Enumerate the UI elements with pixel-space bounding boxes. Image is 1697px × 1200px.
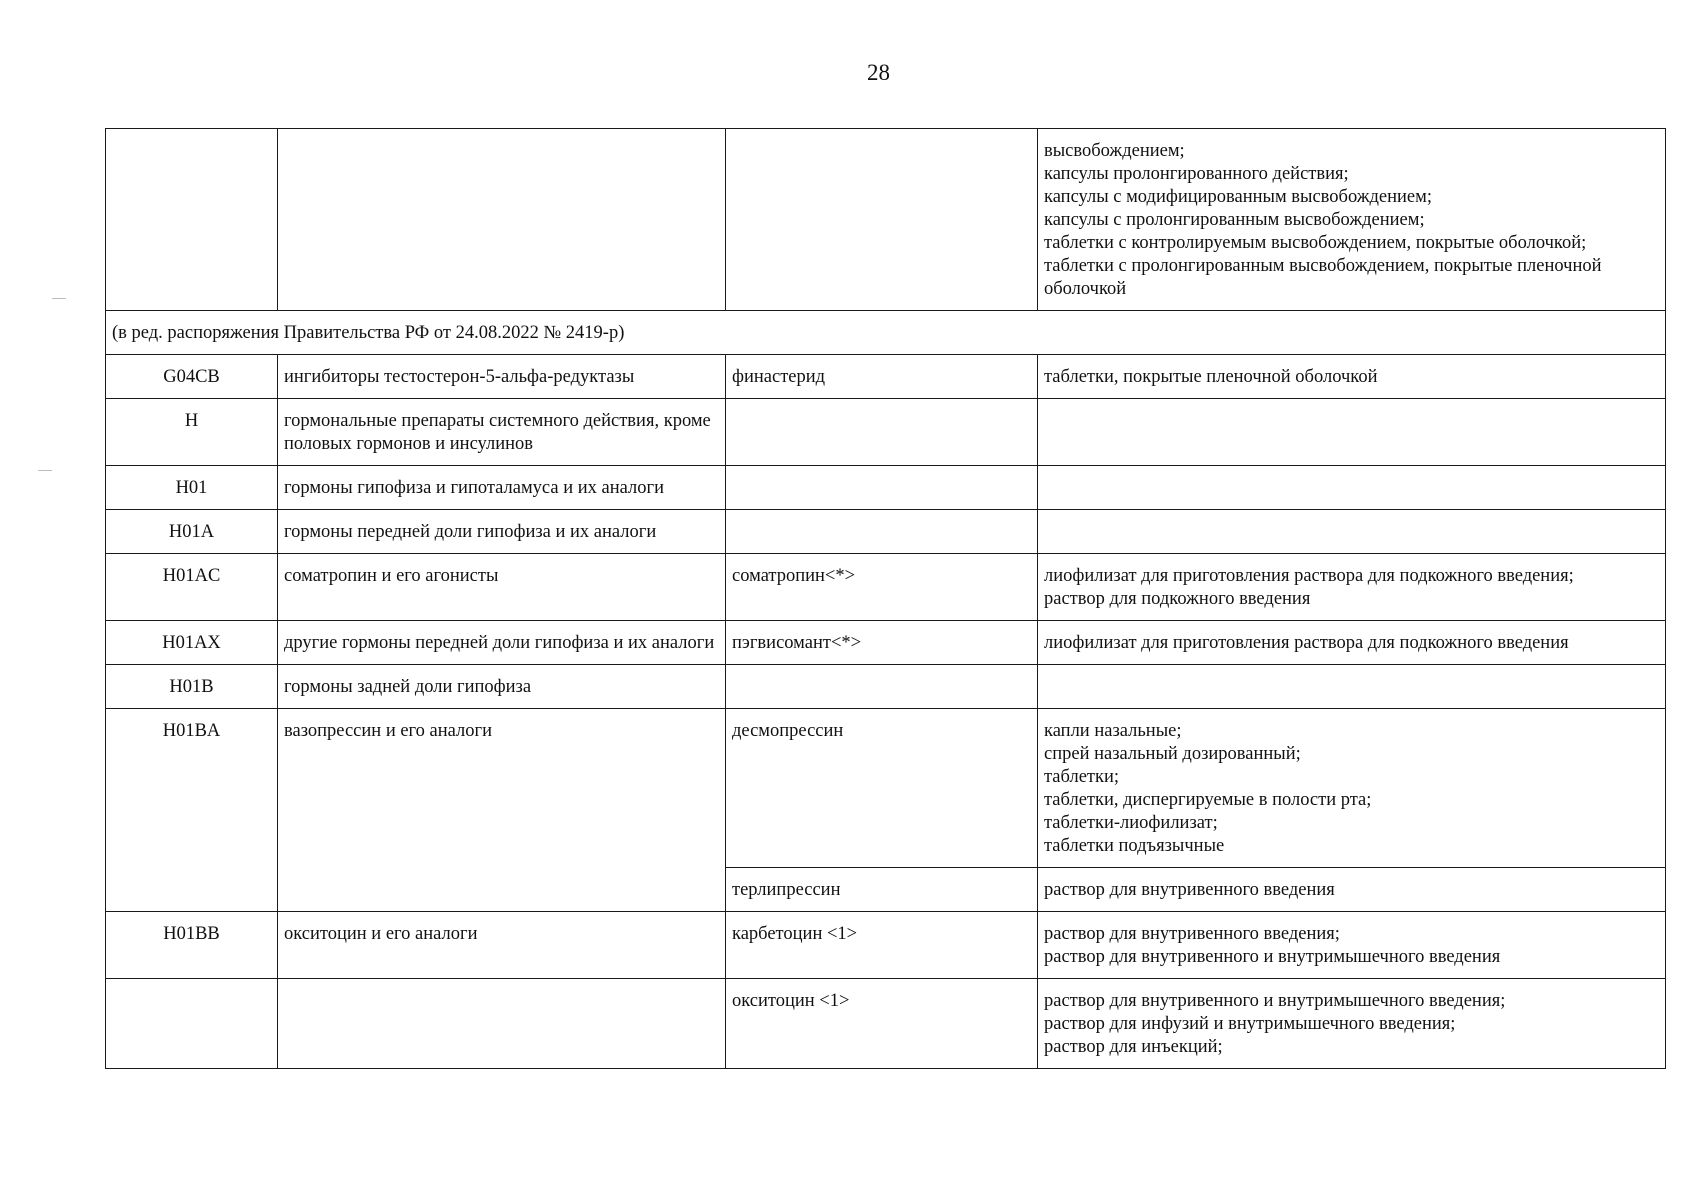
group-name-cell xyxy=(278,129,726,311)
drug-name-cell: пэгвисомант<*> xyxy=(726,621,1038,665)
atc-code-cell xyxy=(106,979,278,1069)
dosage-forms-cell xyxy=(1038,665,1666,709)
dosage-forms-cell xyxy=(1038,912,1666,979)
drug-name-cell: терлипрессин xyxy=(726,868,1038,912)
group-name-cell: гормональные препараты системного действия, кроме половых гормонов и инсулинов xyxy=(278,399,726,466)
dosage-form: таблетки, покрытые пленочной оболочкой xyxy=(1044,367,1378,387)
dosage-form: высвобождением; xyxy=(1044,141,1185,161)
dosage-forms-cell xyxy=(1038,510,1666,554)
table-row xyxy=(106,621,1666,665)
dosage-form: таблетки с контролируемым высвобождением, покрытые оболочкой; xyxy=(1044,233,1587,253)
dosage-forms-cell xyxy=(1038,466,1666,510)
dosage-forms-cell xyxy=(1038,868,1666,912)
group-name-cell: ингибиторы тестостерон-5-альфа-редуктазы xyxy=(278,355,726,399)
dosage-forms-cell xyxy=(1038,709,1666,868)
atc-code-cell: H01AX xyxy=(106,621,278,665)
atc-code-cell: G04CB xyxy=(106,355,278,399)
dosage-form: таблетки-лиофилизат; xyxy=(1044,813,1218,833)
dosage-form: капсулы пролонгированного действия; xyxy=(1044,164,1349,184)
dosage-form: лиофилизат для приготовления раствора для подкожного введения; xyxy=(1044,566,1574,586)
table-row xyxy=(106,979,1666,1069)
atc-code-cell: H01B xyxy=(106,665,278,709)
group-name-cell xyxy=(278,979,726,1069)
amendment-note-row xyxy=(106,311,1666,355)
table-row xyxy=(106,709,1666,868)
table-row xyxy=(106,466,1666,510)
table-row xyxy=(106,129,1666,311)
dosage-form: раствор для инъекций; xyxy=(1044,1037,1223,1057)
dosage-form: раствор для внутривенного и внутримышечного введения; xyxy=(1044,991,1506,1011)
table-row xyxy=(106,355,1666,399)
dosage-form: капсулы с пролонгированным высвобождением; xyxy=(1044,210,1425,230)
group-name-cell: другие гормоны передней доли гипофиза и их аналоги xyxy=(278,621,726,665)
atc-code-cell: H01BB xyxy=(106,912,278,979)
dosage-forms-list xyxy=(1044,565,1659,611)
table-row xyxy=(106,399,1666,466)
scan-mark xyxy=(52,298,66,299)
dosage-form: лиофилизат для приготовления раствора для подкожного введения xyxy=(1044,633,1569,653)
dosage-form: раствор для внутривенного и внутримышечного введения xyxy=(1044,947,1501,967)
dosage-form: раствор для внутривенного введения; xyxy=(1044,924,1340,944)
dosage-forms-list xyxy=(1044,879,1659,902)
dosage-forms-cell xyxy=(1038,129,1666,311)
dosage-forms-list xyxy=(1044,720,1659,858)
dosage-forms-cell xyxy=(1038,554,1666,621)
drug-name-cell: карбетоцин <1> xyxy=(726,912,1038,979)
group-name-cell: соматропин и его агонисты xyxy=(278,554,726,621)
drug-name-cell: десмопрессин xyxy=(726,709,1038,868)
drug-name-cell xyxy=(726,665,1038,709)
page-number: 28 xyxy=(867,60,890,85)
drug-name-cell: финастерид xyxy=(726,355,1038,399)
drug-name-cell xyxy=(726,129,1038,311)
dosage-forms-list xyxy=(1044,366,1659,389)
dosage-forms-cell xyxy=(1038,979,1666,1069)
dosage-forms-cell xyxy=(1038,399,1666,466)
atc-code-cell: H01 xyxy=(106,466,278,510)
dosage-forms-cell xyxy=(1038,355,1666,399)
dosage-form: раствор для подкожного введения xyxy=(1044,589,1311,609)
scan-mark xyxy=(38,470,52,471)
dosage-forms-list xyxy=(1044,632,1659,655)
group-name-cell: гормоны задней доли гипофиза xyxy=(278,665,726,709)
dosage-form: таблетки; xyxy=(1044,767,1120,787)
dosage-form: таблетки, диспергируемые в полости рта; xyxy=(1044,790,1372,810)
table-row xyxy=(106,554,1666,621)
dosage-forms-list xyxy=(1044,923,1659,969)
dosage-forms-list xyxy=(1044,140,1659,301)
table-body xyxy=(106,129,1666,1069)
dosage-form: капли назальные; xyxy=(1044,721,1182,741)
dosage-forms-list xyxy=(1044,990,1659,1059)
drug-name-cell xyxy=(726,399,1038,466)
drug-name-cell xyxy=(726,466,1038,510)
table-row xyxy=(106,510,1666,554)
dosage-form: раствор для инфузий и внутримышечного введения; xyxy=(1044,1014,1456,1034)
drug-name-cell: соматропин<*> xyxy=(726,554,1038,621)
drug-name-cell xyxy=(726,510,1038,554)
atc-code-cell: H01AC xyxy=(106,554,278,621)
group-name-cell: гормоны передней доли гипофиза и их аналоги xyxy=(278,510,726,554)
group-name-cell: окситоцин и его аналоги xyxy=(278,912,726,979)
dosage-form: капсулы с модифицированным высвобождением; xyxy=(1044,187,1432,207)
table-row xyxy=(106,665,1666,709)
dosage-form: спрей назальный дозированный; xyxy=(1044,744,1301,764)
dosage-form: раствор для внутривенного введения xyxy=(1044,880,1335,900)
atc-code-cell xyxy=(106,129,278,311)
atc-code-cell: H01BA xyxy=(106,709,278,912)
dosage-forms-cell xyxy=(1038,621,1666,665)
atc-code-cell: H xyxy=(106,399,278,466)
group-name-cell: вазопрессин и его аналоги xyxy=(278,709,726,912)
dosage-form: таблетки с пролонгированным высвобождением, покрытые пленочной оболочкой xyxy=(1044,256,1602,299)
table-row xyxy=(106,912,1666,979)
atc-code-cell: H01A xyxy=(106,510,278,554)
amendment-note: (в ред. распоряжения Правительства РФ от 24.08.2022 № 2419-р) xyxy=(106,311,1666,355)
dosage-form: таблетки подъязычные xyxy=(1044,836,1225,856)
drug-name-cell: окситоцин <1> xyxy=(726,979,1038,1069)
group-name-cell: гормоны гипофиза и гипоталамуса и их аналоги xyxy=(278,466,726,510)
drug-list-table xyxy=(105,128,1666,1069)
